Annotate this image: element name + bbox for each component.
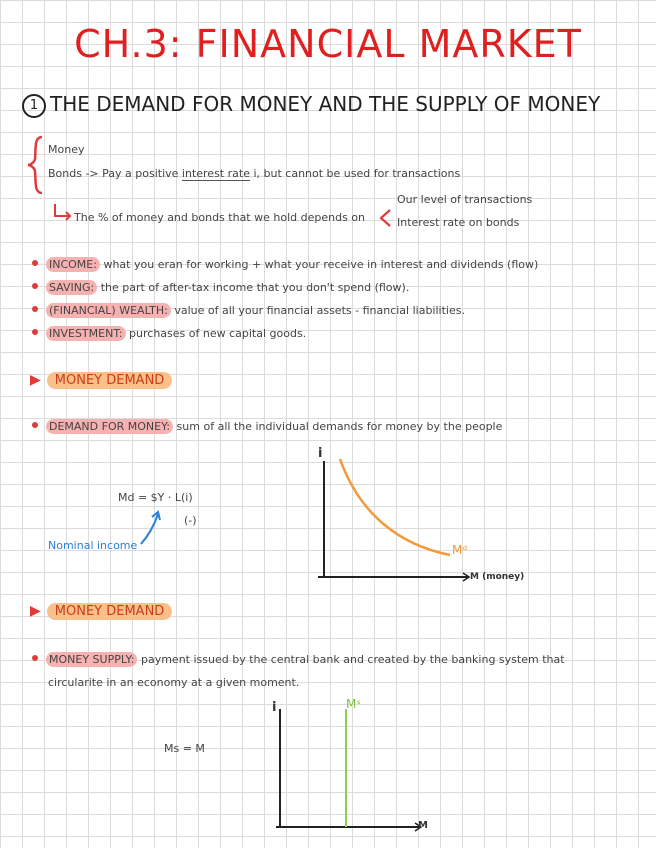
definition-money-supply-cont: circularite in an economy at a given moment.	[48, 676, 300, 689]
definition-money-supply: MONEY SUPPLY: payment issued by the central bank and created by the banking system that	[32, 653, 565, 666]
bullet-icon	[32, 329, 38, 335]
supply-x-label: M	[418, 820, 428, 831]
demand-formula: Md = $Y · L(i)	[118, 491, 193, 504]
money-item: Money	[48, 143, 85, 156]
bullet-icon	[32, 422, 38, 428]
money-demand-header-2: ▶ MONEY DEMAND	[30, 603, 172, 619]
factor-transactions: Our level of transactions	[397, 193, 533, 206]
bullet-icon	[32, 283, 38, 289]
definition-saving: SAVING: the part of after-tax income that you don't spend (flow).	[32, 281, 409, 294]
bonds-item: Bonds -> Pay a positive interest rate i, but cannot be used for transactions	[48, 167, 461, 180]
triangle-icon: ▶	[30, 372, 41, 388]
interest-rate-text: interest rate	[181, 167, 250, 180]
formula-sign: (-)	[184, 514, 197, 527]
triangle-icon: ▶	[30, 603, 41, 619]
definition-income: INCOME: what you eran for working + what your receive in interest and dividends (flow)	[32, 258, 538, 271]
section-heading	[22, 92, 600, 118]
supply-formula: Ms = M	[164, 742, 205, 755]
demand-curve	[340, 459, 450, 555]
section-heading-text: THE DEMAND FOR MONEY AND THE SUPPLY OF MONEY	[50, 92, 601, 116]
demand-y-label: i	[318, 446, 323, 461]
demand-curve-label: Mᵈ	[452, 543, 468, 557]
demand-x-label: M (money)	[470, 572, 525, 582]
definition-demand-for-money: DEMAND FOR MONEY: sum of all the individual demands for money by the people	[32, 420, 502, 433]
nominal-income-label: Nominal income	[48, 539, 138, 552]
section-number: 1	[22, 94, 46, 118]
definition-investment: INVESTMENT: purchases of new capital goods.	[32, 327, 306, 340]
left-brace	[26, 135, 48, 195]
definition-wealth: (FINANCIAL) WEALTH: value of all your financial assets - financial liabilities.	[32, 304, 465, 317]
money-demand-header: ▶ MONEY DEMAND	[30, 372, 172, 388]
page-title: CH.3: FINANCIAL MARKET	[74, 22, 582, 66]
factor-interest-rate: Interest rate on bonds	[397, 216, 520, 229]
money-demand-graph	[300, 445, 550, 585]
supply-y-label: i	[272, 700, 277, 715]
bullet-icon	[32, 306, 38, 312]
money-supply-graph	[250, 695, 450, 835]
depends-text: The % of money and bonds that we hold depends on	[74, 211, 365, 224]
bullet-icon	[32, 260, 38, 266]
red-arrow-icon	[52, 204, 74, 224]
supply-line-label: Mˢ	[346, 697, 361, 711]
left-angle-icon	[378, 208, 392, 228]
bullet-icon	[32, 655, 38, 661]
blue-arrow-icon	[138, 508, 164, 548]
